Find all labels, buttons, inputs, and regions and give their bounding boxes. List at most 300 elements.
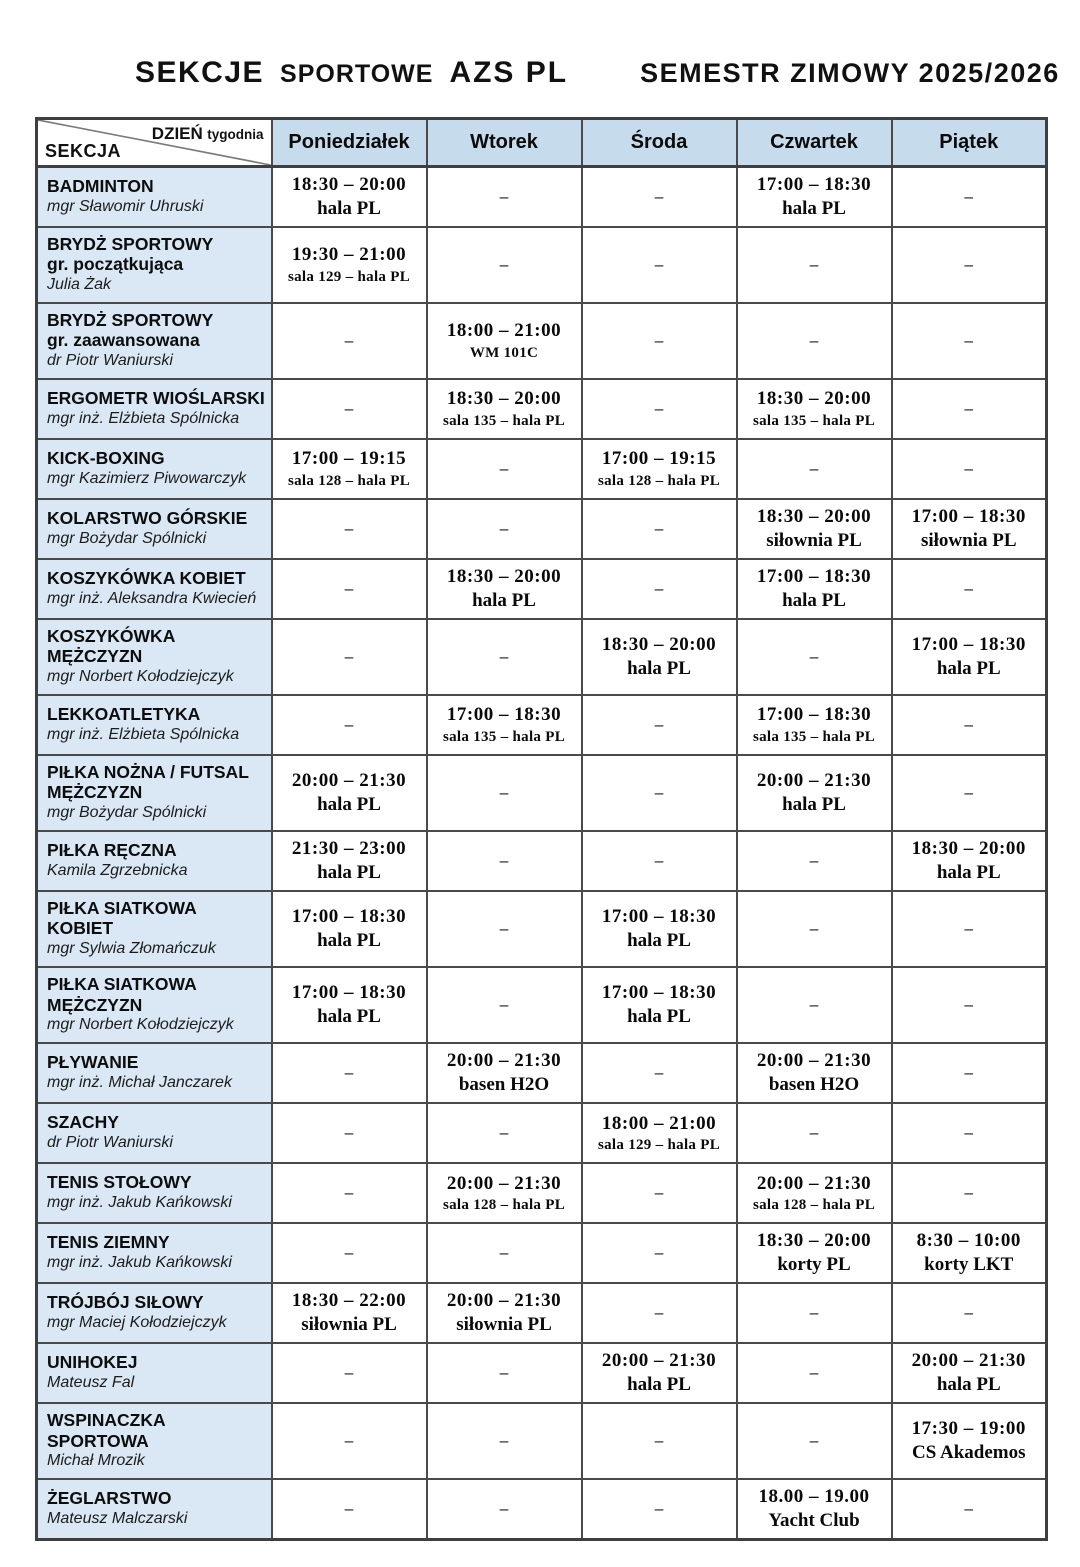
table-row — [37, 439, 1047, 499]
table-row — [37, 755, 1047, 831]
empty-marker: – — [344, 1062, 354, 1082]
empty-marker: – — [964, 254, 973, 274]
time-range: 20:00 – 21:30 — [756, 1172, 872, 1194]
time-range: 17:00 – 18:30 — [601, 982, 717, 1004]
empty-marker: – — [344, 714, 354, 734]
schedule-cell-friday — [892, 227, 1047, 303]
schedule-cell-tuesday — [427, 1163, 582, 1223]
schedule-cell-tuesday — [427, 303, 582, 379]
section-name: KICK-BOXING — [47, 447, 165, 468]
schedule-cell-tuesday — [427, 1223, 582, 1283]
schedule-cell-friday — [892, 831, 1047, 891]
empty-marker: – — [499, 918, 509, 938]
schedule-cell-friday — [892, 1163, 1047, 1223]
schedule-cell-tuesday — [427, 891, 582, 967]
schedule-cell-friday — [892, 1403, 1047, 1479]
location: korty PL — [777, 1253, 851, 1275]
section-name: gr. początkująca — [47, 254, 184, 275]
empty-marker: – — [809, 850, 819, 870]
schedule-cell-wednesday — [582, 439, 737, 499]
location: sala 129 – hala PL — [597, 1137, 721, 1154]
schedule-cell-wednesday — [582, 1283, 737, 1343]
instructor-name: Mateusz Malczarski — [47, 1509, 188, 1527]
empty-marker: – — [964, 458, 973, 478]
empty-marker: – — [499, 1362, 509, 1382]
schedule-cell-tuesday — [427, 379, 582, 439]
section-cell — [37, 1283, 272, 1343]
table-row — [37, 1403, 1047, 1479]
section-name: gr. zaawansowana — [47, 330, 200, 351]
empty-marker: – — [344, 1362, 354, 1382]
schedule-cell-friday — [892, 439, 1047, 499]
location: sala 135 – hala PL — [752, 413, 876, 429]
time-range: 17:00 – 19:15 — [601, 448, 717, 470]
section-name: PIŁKA RĘCZNA — [47, 840, 177, 861]
empty-marker: – — [344, 1122, 354, 1142]
schedule-cell-thursday — [737, 1043, 892, 1103]
time-range: 20:00 – 21:30 — [756, 1050, 872, 1072]
instructor-name: mgr Bożydar Spólnicki — [47, 804, 207, 822]
location: sala 128 – hala PL — [287, 473, 411, 489]
section-name: TRÓJBÓJ SIŁOWY — [47, 1292, 204, 1313]
table-row — [37, 891, 1047, 967]
empty-marker: – — [809, 1122, 819, 1142]
schedule-cell-tuesday — [427, 755, 582, 831]
day-header-tuesday: Wtorek — [427, 119, 582, 167]
empty-marker: – — [654, 714, 664, 734]
empty-marker: – — [809, 1362, 819, 1382]
empty-marker: – — [654, 186, 664, 206]
empty-marker: – — [964, 578, 973, 598]
schedule-cell-monday — [272, 1403, 427, 1479]
empty-marker: – — [964, 330, 973, 350]
schedule-cell-tuesday — [427, 1479, 582, 1539]
empty-marker: – — [344, 518, 354, 538]
schedule-cell-thursday — [737, 499, 892, 559]
empty-marker: – — [499, 782, 509, 802]
location: sala 128 – hala PL — [752, 1197, 876, 1214]
location: hala PL — [627, 1373, 691, 1395]
empty-marker: – — [809, 1431, 819, 1450]
location: Yacht Club — [768, 1509, 860, 1531]
schedule-cell-tuesday — [427, 1343, 582, 1403]
schedule-cell-friday — [892, 755, 1047, 831]
location: sala 128 – hala PL — [597, 473, 721, 489]
empty-marker: – — [499, 646, 509, 666]
schedule-cell-thursday — [737, 967, 892, 1043]
instructor-name: dr Piotr Waniurski — [47, 351, 173, 369]
empty-marker: – — [654, 518, 664, 538]
schedule-cell-thursday — [737, 303, 892, 379]
time-range: 17:00 – 19:15 — [291, 448, 407, 470]
schedule-cell-friday — [892, 967, 1047, 1043]
empty-marker: – — [654, 1182, 664, 1202]
time-range: 8:30 – 10:00 — [916, 1230, 1021, 1252]
schedule-cell-wednesday — [582, 1103, 737, 1163]
schedule-cell-wednesday — [582, 559, 737, 619]
section-cell — [37, 227, 272, 303]
corner-day-label — [152, 124, 264, 144]
title-semester: SEMESTR ZIMOWY 2025/2026 — [640, 58, 1060, 88]
schedule-cell-tuesday — [427, 1043, 582, 1103]
schedule-cell-thursday — [737, 619, 892, 695]
schedule-cell-wednesday — [582, 1479, 737, 1539]
schedule-cell-wednesday — [582, 1043, 737, 1103]
schedule-table — [35, 117, 1048, 1541]
empty-marker: – — [344, 398, 354, 418]
table-row — [37, 1283, 1047, 1343]
schedule-cell-wednesday — [582, 1223, 737, 1283]
section-name: PIŁKA SIATKOWA KOBIET — [47, 897, 197, 939]
empty-marker: – — [654, 254, 664, 274]
location: siłownia PL — [766, 529, 862, 551]
location: korty LKT — [924, 1253, 1014, 1275]
location: siłownia PL — [456, 1313, 552, 1335]
location: hala PL — [782, 197, 846, 219]
empty-marker: – — [964, 714, 973, 734]
time-range: 21:30 – 23:00 — [291, 838, 407, 860]
day-header-friday: Piątek — [892, 119, 1047, 167]
schedule-cell-friday — [892, 1283, 1047, 1343]
time-range: 20:00 – 21:30 — [601, 1350, 717, 1372]
time-range: 20:00 – 21:30 — [911, 1350, 1026, 1372]
empty-marker: – — [344, 578, 354, 598]
schedule-cell-monday — [272, 303, 427, 379]
table-row — [37, 1103, 1047, 1163]
time-range: 17:00 – 18:30 — [601, 906, 717, 928]
time-range: 18:30 – 20:00 — [446, 565, 562, 587]
section-name: ERGOMETR WIOŚLARSKI — [47, 387, 265, 408]
location: hala PL — [317, 793, 381, 815]
empty-marker: – — [499, 850, 509, 870]
instructor-name: mgr inż. Jakub Kańkowski — [47, 1253, 232, 1271]
schedule-cell-wednesday — [582, 967, 737, 1043]
section-name: KOSZYKÓWKA MĘŻCZYZN — [47, 625, 175, 667]
schedule-cell-tuesday — [427, 619, 582, 695]
schedule-cell-tuesday — [427, 1283, 582, 1343]
time-range: 18:30 – 20:00 — [756, 1230, 872, 1252]
time-range: 17:00 – 18:30 — [291, 906, 407, 928]
location: sala 135 – hala PL — [442, 729, 566, 746]
location: hala PL — [317, 197, 381, 219]
schedule-cell-tuesday — [427, 1403, 582, 1479]
time-range: 20:00 – 21:30 — [446, 1050, 562, 1072]
time-range: 17:00 – 18:30 — [291, 982, 407, 1004]
empty-marker: – — [809, 918, 819, 938]
schedule-cell-friday — [892, 1343, 1047, 1403]
table-row — [37, 695, 1047, 755]
schedule-cell-monday — [272, 1343, 427, 1403]
schedule-cell-friday — [892, 1103, 1047, 1163]
time-range: 17:00 – 18:30 — [756, 174, 872, 195]
schedule-cell-monday — [272, 967, 427, 1043]
schedule-cell-tuesday — [427, 967, 582, 1043]
instructor-name: mgr inż. Michał Janczarek — [47, 1073, 232, 1091]
schedule-cell-tuesday — [427, 439, 582, 499]
empty-marker: – — [499, 1122, 509, 1142]
title-sportowe: SPORTOWE — [280, 60, 434, 88]
schedule-cell-thursday — [737, 891, 892, 967]
schedule-cell-wednesday — [582, 303, 737, 379]
empty-marker: – — [964, 398, 973, 418]
schedule-cell-tuesday — [427, 1103, 582, 1163]
empty-marker: – — [654, 330, 664, 350]
page-title — [135, 56, 1080, 90]
schedule-cell-tuesday — [427, 227, 582, 303]
schedule-cell-friday — [892, 619, 1047, 695]
section-name: BADMINTON — [47, 176, 154, 197]
location: hala PL — [472, 589, 536, 611]
section-name: SZACHY — [47, 1112, 119, 1133]
location: hala PL — [782, 793, 846, 815]
location: siłownia PL — [920, 529, 1017, 551]
location: CS Akademos — [912, 1441, 1026, 1463]
schedule-cell-thursday — [737, 755, 892, 831]
section-name: BRYDŻ SPORTOWY — [47, 233, 214, 254]
section-name: ŻEGLARSTWO — [47, 1488, 172, 1509]
schedule-cell-monday — [272, 1043, 427, 1103]
schedule-cell-monday — [272, 755, 427, 831]
schedule-cell-wednesday — [582, 755, 737, 831]
schedule-cell-monday — [272, 695, 427, 755]
location: sala 129 – hala PL — [287, 268, 411, 285]
section-cell — [37, 379, 272, 439]
instructor-name: mgr Sławomir Uhruski — [47, 197, 204, 215]
empty-marker: – — [499, 518, 509, 538]
time-range: 18:00 – 21:00 — [446, 320, 562, 342]
corner-cell — [37, 119, 272, 167]
schedule-cell-thursday — [737, 1403, 892, 1479]
schedule-cell-tuesday — [427, 695, 582, 755]
section-cell — [37, 303, 272, 379]
table-row — [37, 303, 1047, 379]
empty-marker: – — [654, 1242, 664, 1262]
empty-marker: – — [654, 1302, 664, 1322]
instructor-name: mgr Norbert Kołodziejczyk — [47, 1016, 234, 1034]
schedule-cell-wednesday — [582, 831, 737, 891]
schedule-cell-monday — [272, 831, 427, 891]
section-cell — [37, 167, 272, 227]
location: hala PL — [627, 657, 691, 679]
empty-marker: – — [964, 1122, 973, 1142]
time-range: 18:30 – 20:00 — [756, 505, 872, 527]
schedule-cell-thursday — [737, 1103, 892, 1163]
schedule-cell-friday — [892, 891, 1047, 967]
empty-marker: – — [964, 1062, 973, 1082]
schedule-cell-wednesday — [582, 619, 737, 695]
schedule-cell-monday — [272, 499, 427, 559]
time-range: 17:00 – 18:30 — [756, 704, 872, 726]
instructor-name: dr Piotr Waniurski — [47, 1133, 173, 1151]
section-name: PŁYWANIE — [47, 1052, 139, 1073]
empty-marker: – — [654, 578, 664, 598]
empty-marker: – — [809, 254, 819, 274]
empty-marker: – — [344, 330, 354, 350]
time-range: 20:00 – 21:30 — [291, 770, 407, 792]
empty-marker: – — [654, 782, 664, 802]
schedule-cell-thursday — [737, 1479, 892, 1539]
empty-marker: – — [499, 1242, 509, 1262]
schedule-cell-monday — [272, 1103, 427, 1163]
section-name: PIŁKA SIATKOWA MĘŻCZYZN — [47, 973, 197, 1015]
location: hala PL — [782, 589, 846, 611]
instructor-name: Julia Żak — [47, 275, 112, 293]
instructor-name: mgr Maciej Kołodziejczyk — [47, 1313, 227, 1331]
day-header-thursday: Czwartek — [737, 119, 892, 167]
schedule-cell-tuesday — [427, 167, 582, 227]
section-name: TENIS ZIEMNY — [47, 1232, 170, 1253]
schedule-cell-wednesday — [582, 379, 737, 439]
corner-section-label: SEKCJA — [45, 141, 122, 161]
schedule-cell-thursday — [737, 1223, 892, 1283]
table-row — [37, 559, 1047, 619]
section-cell — [37, 1479, 272, 1539]
schedule-cell-thursday — [737, 1283, 892, 1343]
schedule-cell-thursday — [737, 439, 892, 499]
schedule-cell-wednesday — [582, 1403, 737, 1479]
empty-marker: – — [499, 1431, 509, 1450]
time-range: 17:00 – 18:30 — [911, 633, 1026, 655]
empty-marker: – — [499, 254, 509, 274]
instructor-name: mgr inż. Jakub Kańkowski — [47, 1193, 232, 1211]
schedule-cell-monday — [272, 227, 427, 303]
schedule-document — [0, 56, 1080, 1541]
corner-day-label-sub: tygodnia — [207, 127, 264, 142]
schedule-cell-thursday — [737, 227, 892, 303]
instructor-name: mgr inż. Aleksandra Kwiecień — [47, 589, 257, 607]
table-row — [37, 227, 1047, 303]
day-header-wednesday: Środa — [582, 119, 737, 167]
schedule-cell-monday — [272, 167, 427, 227]
schedule-cell-friday — [892, 1223, 1047, 1283]
schedule-cell-friday — [892, 379, 1047, 439]
location: WM 101C — [469, 344, 539, 361]
schedule-cell-thursday — [737, 559, 892, 619]
schedule-cell-wednesday — [582, 167, 737, 227]
section-cell — [37, 1163, 272, 1223]
empty-marker: – — [344, 1498, 354, 1518]
schedule-cell-wednesday — [582, 1163, 737, 1223]
schedule-cell-friday — [892, 1043, 1047, 1103]
empty-marker: – — [344, 646, 354, 666]
schedule-cell-thursday — [737, 1343, 892, 1403]
schedule-cell-monday — [272, 1223, 427, 1283]
corner-day-label-main: DZIEŃ — [151, 124, 203, 143]
empty-marker: – — [344, 1242, 354, 1262]
empty-marker: – — [499, 458, 509, 478]
schedule-cell-thursday — [737, 167, 892, 227]
section-cell — [37, 891, 272, 967]
empty-marker: – — [654, 850, 664, 870]
instructor-name: Kamila Zgrzebnicka — [47, 861, 188, 879]
schedule-cell-wednesday — [582, 499, 737, 559]
empty-marker: – — [964, 1498, 973, 1518]
section-cell — [37, 831, 272, 891]
empty-marker: – — [964, 918, 973, 938]
title-sekcje: SEKCJE — [135, 56, 265, 89]
section-cell — [37, 439, 272, 499]
header-row — [37, 119, 1047, 167]
schedule-cell-wednesday — [582, 695, 737, 755]
schedule-cell-friday — [892, 499, 1047, 559]
table-row — [37, 1043, 1047, 1103]
section-name: UNIHOKEJ — [47, 1352, 138, 1373]
title-azs-pl: AZS PL — [449, 56, 569, 89]
table-row — [37, 1343, 1047, 1403]
schedule-cell-wednesday — [582, 1343, 737, 1403]
section-cell — [37, 1103, 272, 1163]
location: hala PL — [317, 929, 381, 951]
section-cell — [37, 499, 272, 559]
schedule-cell-wednesday — [582, 227, 737, 303]
table-row — [37, 1479, 1047, 1539]
schedule-cell-monday — [272, 619, 427, 695]
schedule-cell-monday — [272, 891, 427, 967]
location: hala PL — [936, 861, 1001, 883]
time-range: 18:00 – 21:00 — [601, 1112, 717, 1134]
table-row — [37, 167, 1047, 227]
schedule-cell-friday — [892, 167, 1047, 227]
empty-marker: – — [499, 994, 509, 1014]
instructor-name: mgr Bożydar Spólnicki — [47, 529, 207, 547]
instructor-name: mgr Sylwia Złomańczuk — [47, 940, 216, 958]
instructor-name: mgr Kazimierz Piwowarczyk — [47, 469, 247, 487]
location: basen H2O — [768, 1073, 860, 1095]
schedule-cell-friday — [892, 559, 1047, 619]
section-cell — [37, 1223, 272, 1283]
location: hala PL — [317, 861, 381, 883]
schedule-cell-friday — [892, 303, 1047, 379]
time-range: 20:00 – 21:30 — [756, 770, 872, 792]
empty-marker: – — [809, 1302, 819, 1322]
time-range: 18.00 – 19.00 — [758, 1486, 870, 1508]
schedule-cell-monday — [272, 379, 427, 439]
schedule-cell-thursday — [737, 695, 892, 755]
empty-marker: – — [964, 782, 973, 802]
empty-marker: – — [964, 1302, 973, 1322]
schedule-cell-wednesday — [582, 891, 737, 967]
time-range: 18:30 – 20:00 — [911, 838, 1026, 860]
instructor-name: mgr Norbert Kołodziejczyk — [47, 667, 234, 685]
empty-marker: – — [499, 1498, 509, 1518]
section-cell — [37, 1403, 272, 1479]
location: sala 128 – hala PL — [442, 1197, 566, 1214]
location: hala PL — [936, 657, 1001, 679]
schedule-cell-thursday — [737, 1163, 892, 1223]
schedule-cell-monday — [272, 559, 427, 619]
empty-marker: – — [964, 186, 973, 206]
location: siłownia PL — [301, 1313, 397, 1335]
section-name: LEKKOATLETYKA — [47, 704, 201, 725]
table-row — [37, 379, 1047, 439]
section-cell — [37, 1043, 272, 1103]
schedule-cell-monday — [272, 1479, 427, 1539]
day-header-monday: Poniedziałek — [272, 119, 427, 167]
schedule-cell-friday — [892, 1479, 1047, 1539]
instructor-name: Michał Mrozik — [47, 1452, 145, 1470]
location: sala 135 – hala PL — [752, 729, 876, 746]
empty-marker: – — [654, 1062, 664, 1082]
section-cell — [37, 695, 272, 755]
location: hala PL — [317, 1005, 381, 1027]
section-name: BRYDŻ SPORTOWY — [47, 309, 214, 330]
empty-marker: – — [499, 186, 509, 206]
location: hala PL — [627, 1005, 691, 1027]
schedule-cell-tuesday — [427, 499, 582, 559]
empty-marker: – — [964, 994, 973, 1014]
schedule-cell-thursday — [737, 831, 892, 891]
instructor-name: mgr inż. Elżbieta Spólnicka — [47, 725, 240, 743]
